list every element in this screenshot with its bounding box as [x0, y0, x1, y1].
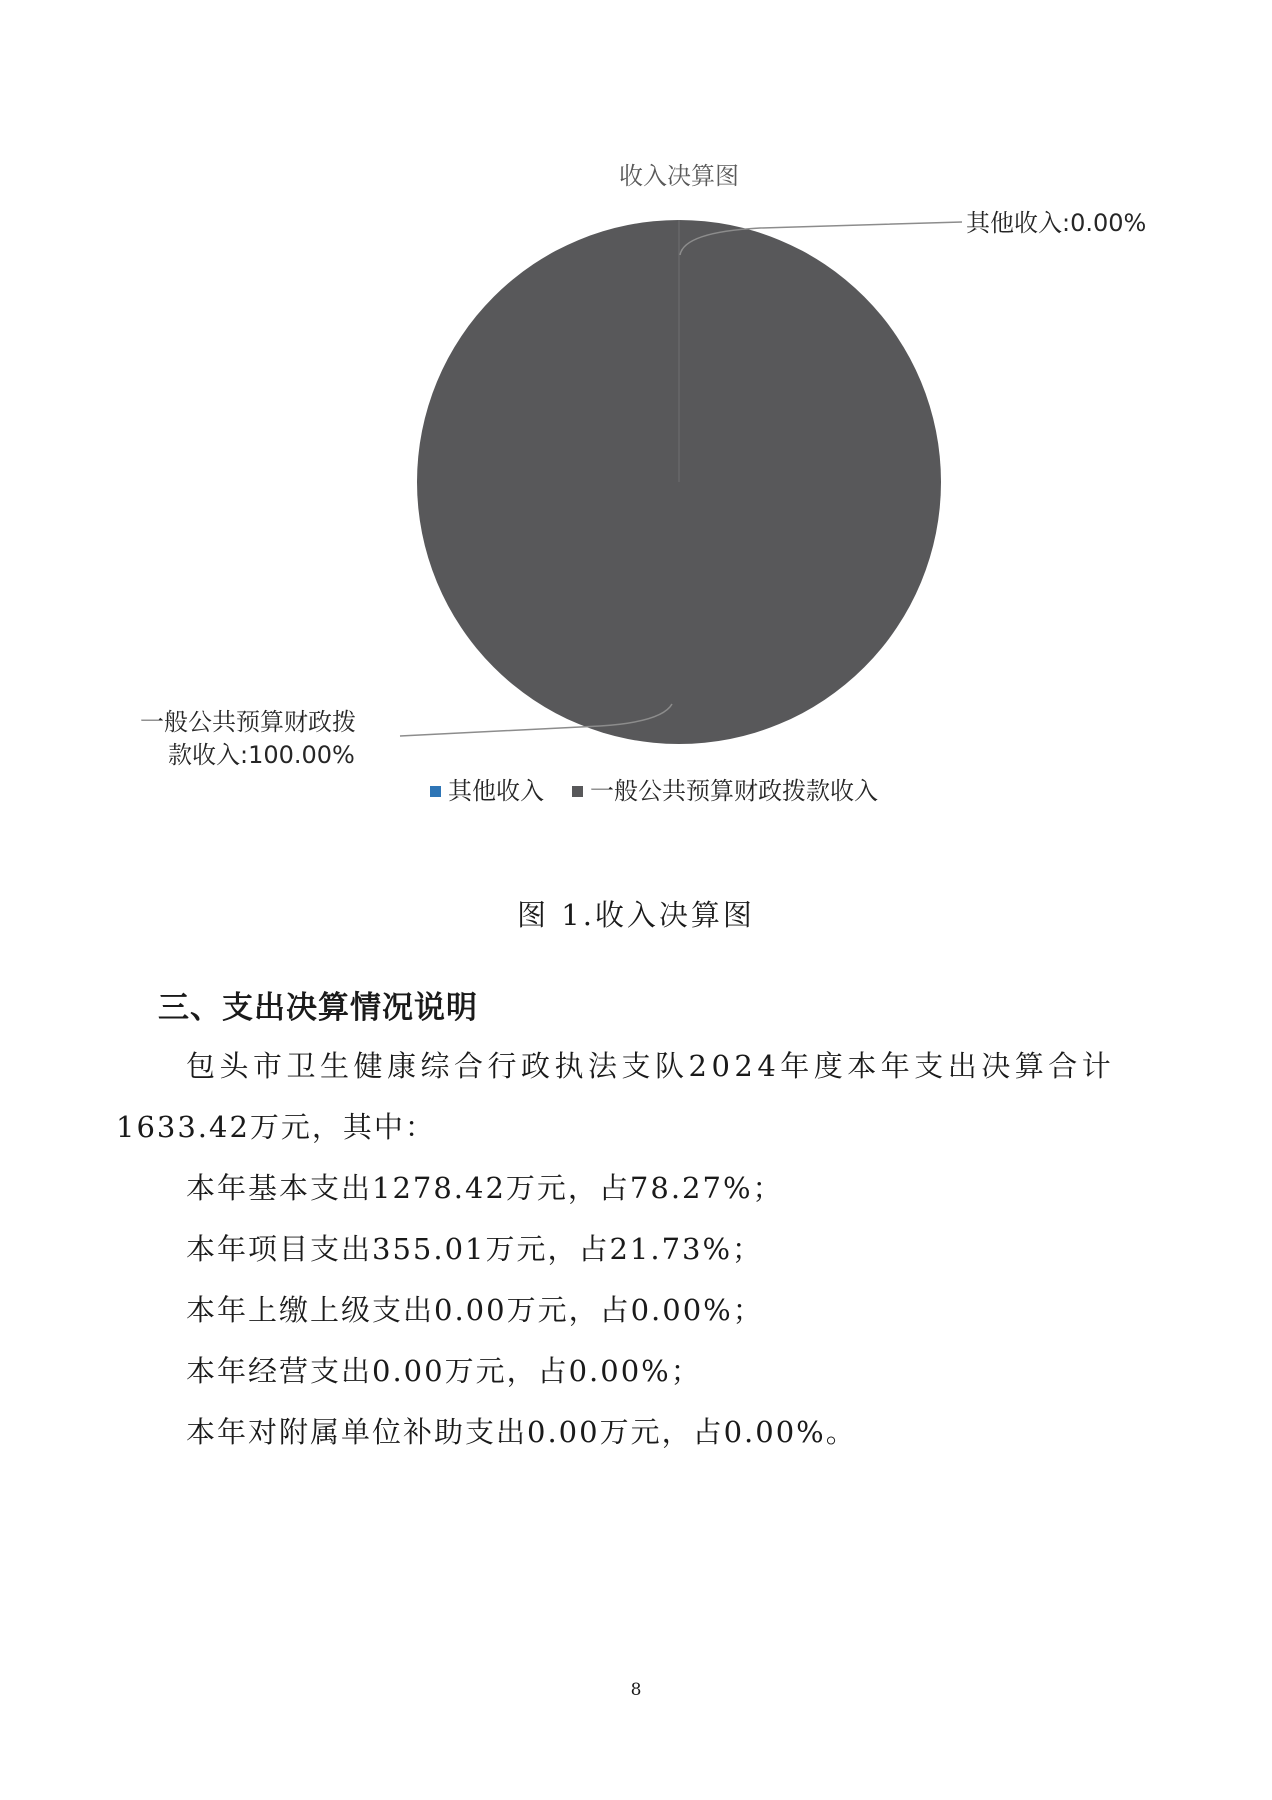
legend-swatch-general-budget	[572, 786, 583, 797]
legend-swatch-other-income	[430, 786, 441, 797]
expense-item-basic: 本年基本支出1278.42万元，占78.27%；	[186, 1171, 784, 1205]
intro-paragraph-line2: 1633.42万元，其中：	[116, 1110, 436, 1144]
income-pie-chart	[0, 0, 1272, 820]
data-label-general-budget-line2: 款收入:100.00%	[168, 741, 355, 769]
chart-legend	[430, 777, 878, 805]
expense-item-subsidy-affiliates: 本年对附属单位补助支出0.00万元，占0.00%。	[186, 1415, 857, 1449]
legend-label-general-budget: 一般公共预算财政拨款收入	[590, 777, 878, 805]
chart-title: 收入决算图	[619, 162, 739, 190]
section-heading: 三、支出决算情况说明	[158, 990, 478, 1026]
expense-item-remit-upper: 本年上缴上级支出0.00万元，占0.00%；	[186, 1293, 764, 1327]
data-label-other-income: 其他收入:0.00%	[966, 209, 1147, 237]
legend-label-other-income: 其他收入	[448, 777, 544, 805]
figure-caption: 图 1.收入决算图	[517, 898, 755, 932]
page-number: 8	[630, 1680, 642, 1700]
expense-item-operating: 本年经营支出0.00万元，占0.00%；	[186, 1354, 702, 1388]
data-label-general-budget-line1: 一般公共预算财政拨	[140, 708, 356, 736]
pie-slices	[417, 220, 941, 744]
expense-item-project: 本年项目支出355.01万元，占21.73%；	[186, 1232, 764, 1266]
intro-paragraph-line1: 包头市卫生健康综合行政执法支队2024年度本年支出决算合计	[186, 1049, 1116, 1083]
